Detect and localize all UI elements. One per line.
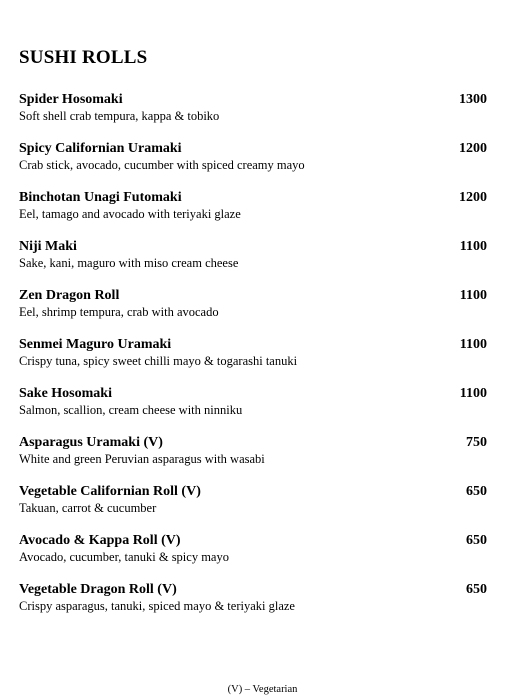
item-name: Binchotan Unagi Futomaki bbox=[19, 190, 182, 205]
item-name: Asparagus Uramaki (V) bbox=[19, 435, 163, 450]
item-price: 650 bbox=[466, 582, 487, 597]
item-description: Soft shell crab tempura, kappa & tobiko bbox=[19, 109, 220, 123]
menu-item bbox=[19, 287, 489, 336]
item-description: Takuan, carrot & cucumber bbox=[19, 501, 157, 515]
item-description: Eel, tamago and avocado with teriyaki glaze bbox=[19, 207, 241, 221]
item-name: Spicy Californian Uramaki bbox=[19, 141, 182, 156]
item-description: Crispy asparagus, tanuki, spiced mayo & teriyaki glaze bbox=[19, 599, 295, 613]
item-name: Niji Maki bbox=[19, 239, 77, 254]
menu-item bbox=[19, 532, 489, 581]
item-description: Crispy tuna, spicy sweet chilli mayo & togarashi tanuki bbox=[19, 354, 298, 368]
menu-item bbox=[19, 238, 489, 287]
item-description: Avocado, cucumber, tanuki & spicy mayo bbox=[19, 550, 229, 564]
item-description: Crab stick, avocado, cucumber with spiced creamy mayo bbox=[19, 158, 305, 172]
menu-item bbox=[19, 189, 489, 238]
item-description: Eel, shrimp tempura, crab with avocado bbox=[19, 305, 219, 319]
item-name: Avocado & Kappa Roll (V) bbox=[19, 533, 181, 548]
item-name: Sake Hosomaki bbox=[19, 386, 112, 401]
menu-item bbox=[19, 91, 489, 140]
menu-item bbox=[19, 581, 489, 630]
item-price: 1100 bbox=[459, 288, 487, 303]
item-description: White and green Peruvian asparagus with wasabi bbox=[19, 452, 265, 466]
item-description: Sake, kani, maguro with miso cream cheese bbox=[19, 256, 239, 270]
item-name: Zen Dragon Roll bbox=[19, 288, 120, 303]
item-price: 1100 bbox=[459, 337, 487, 352]
menu-item bbox=[19, 385, 489, 434]
menu-list bbox=[19, 91, 489, 630]
item-price: 1100 bbox=[459, 239, 487, 254]
item-price: 1200 bbox=[459, 141, 487, 156]
item-name: Spider Hosomaki bbox=[19, 92, 123, 107]
item-price: 750 bbox=[466, 435, 487, 450]
item-price: 1300 bbox=[459, 92, 487, 107]
item-price: 650 bbox=[466, 533, 487, 548]
section-title: SUSHI ROLLS bbox=[19, 47, 148, 68]
item-description: Salmon, scallion, cream cheese with ninniku bbox=[19, 403, 243, 417]
menu-item bbox=[19, 434, 489, 483]
item-price: 1100 bbox=[459, 386, 487, 401]
item-name: Vegetable Dragon Roll (V) bbox=[19, 582, 177, 597]
item-price: 650 bbox=[466, 484, 487, 499]
item-name: Vegetable Californian Roll (V) bbox=[19, 484, 201, 499]
item-price: 1200 bbox=[459, 190, 487, 205]
menu-item bbox=[19, 483, 489, 532]
menu-item bbox=[19, 140, 489, 189]
vegetarian-footnote: (V) – Vegetarian bbox=[227, 684, 298, 695]
menu-item bbox=[19, 336, 489, 385]
item-name: Senmei Maguro Uramaki bbox=[19, 337, 172, 352]
